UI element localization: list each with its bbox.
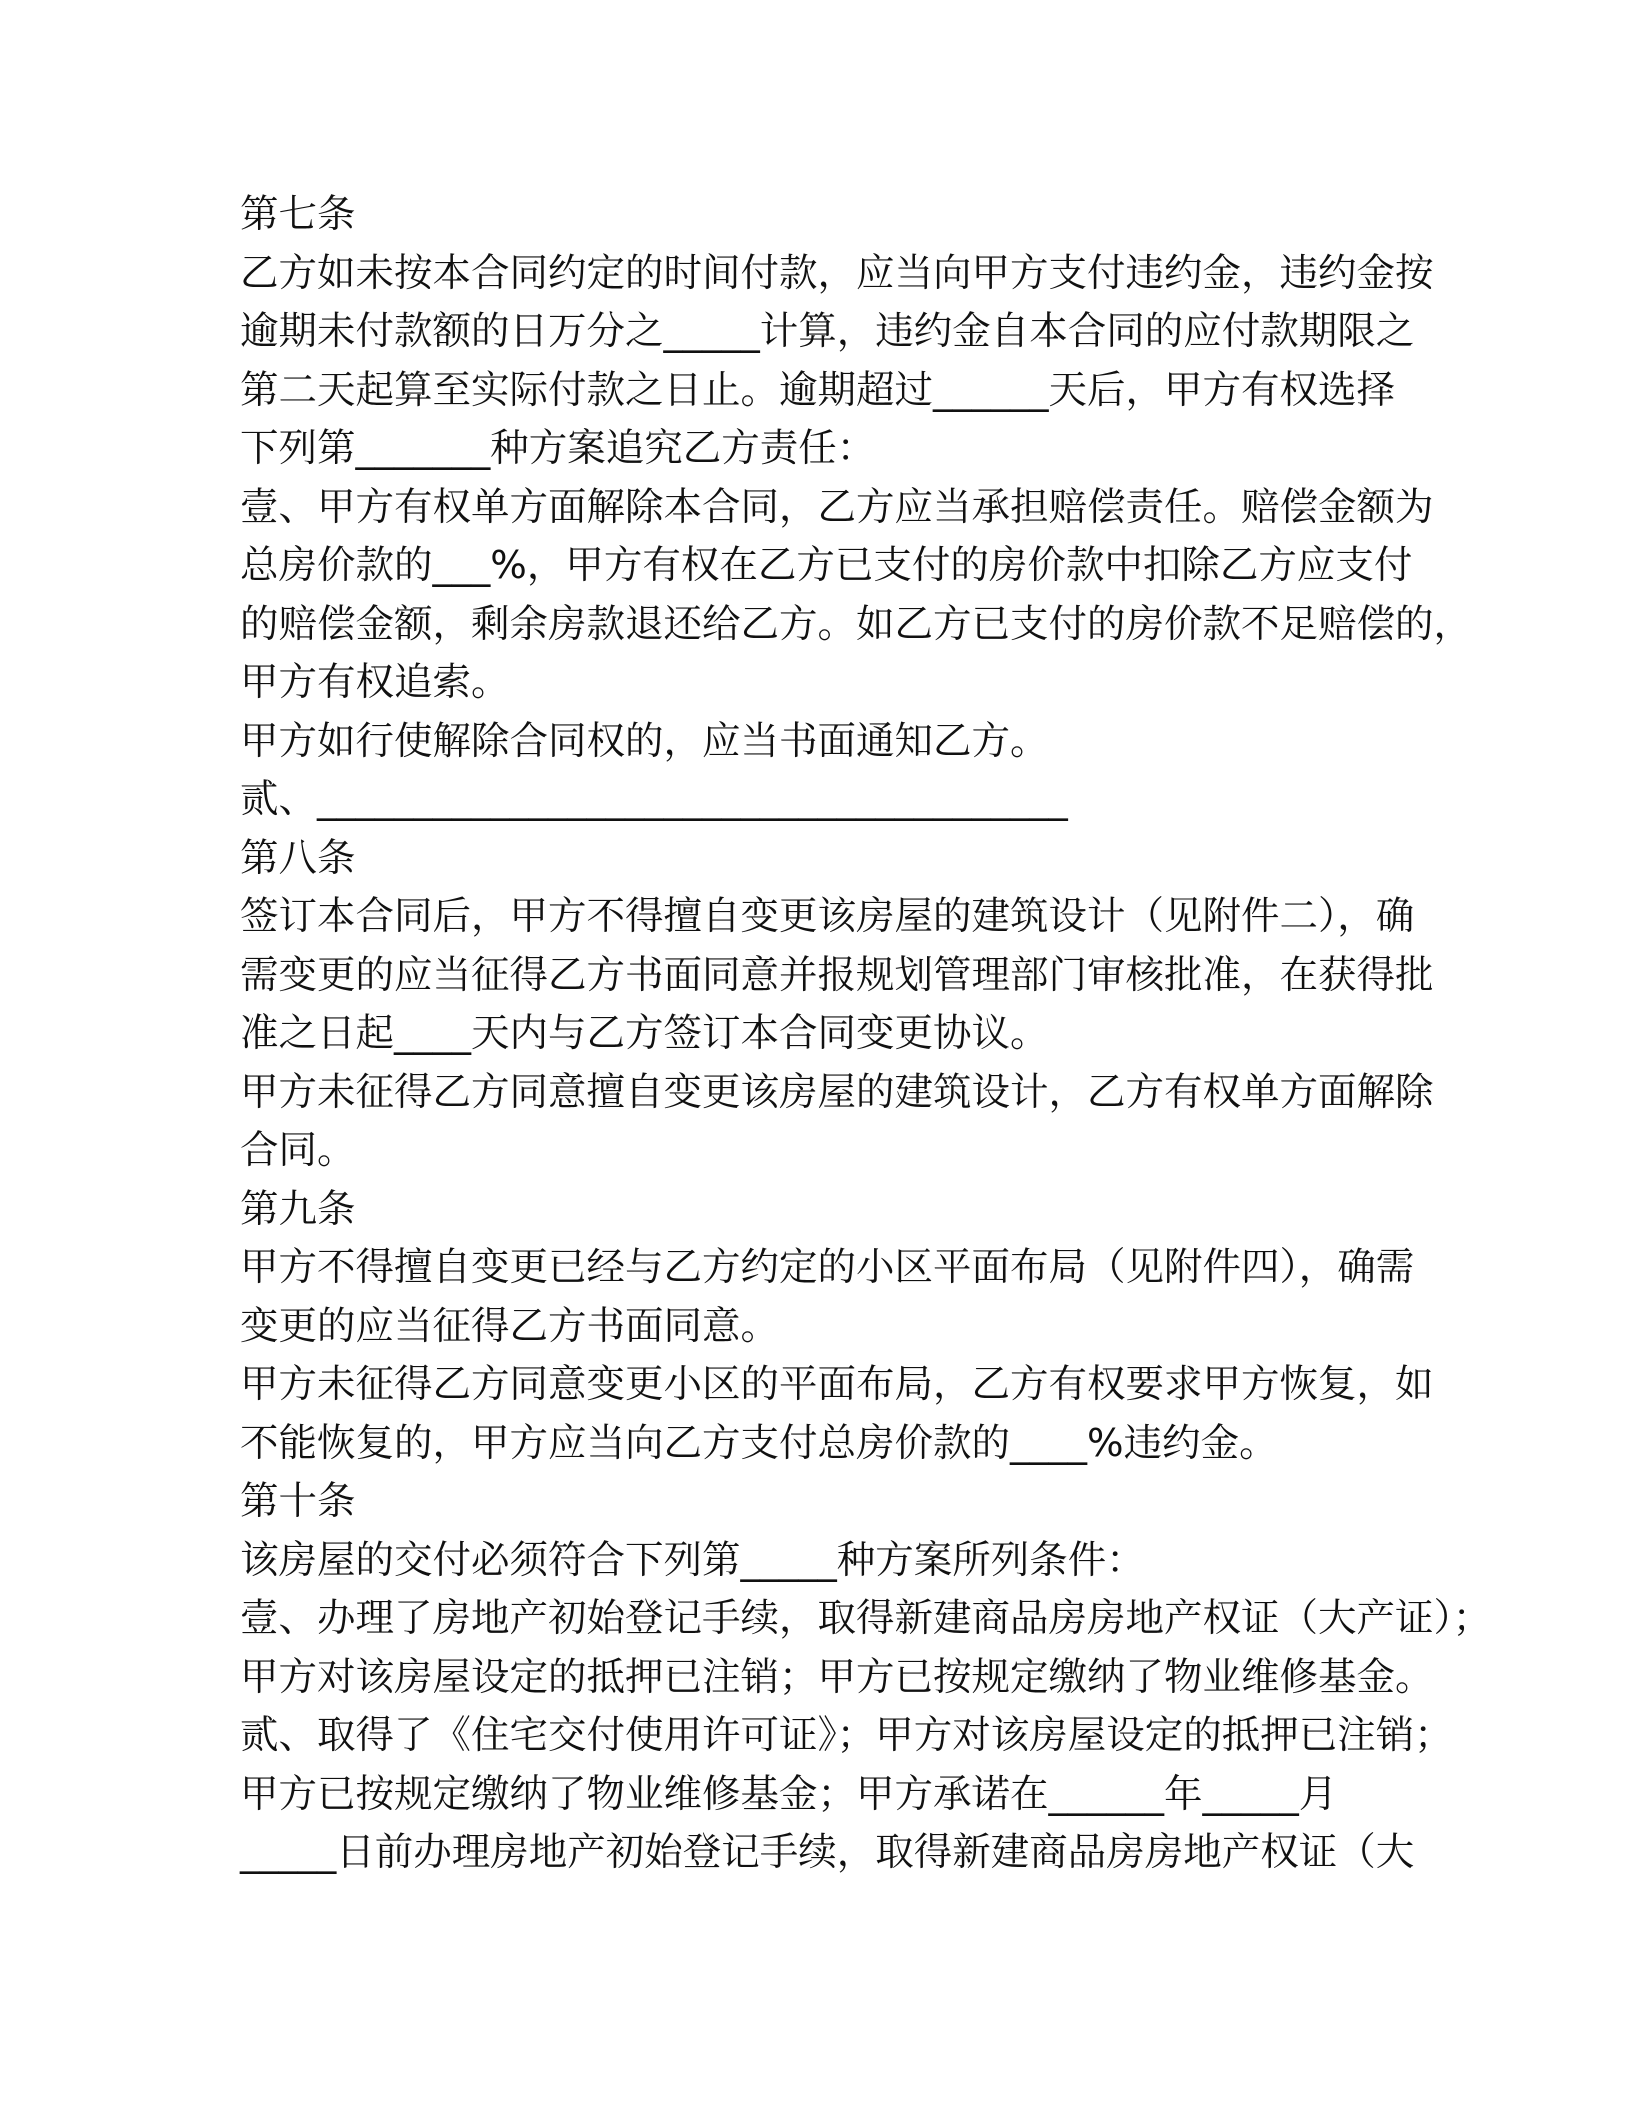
article-heading: 第八条 [240, 835, 356, 881]
text-line: 甲方未征得乙方同意擅自变更该房屋的建筑设计，乙方有权单方面解除 [240, 1069, 1434, 1115]
text-line: 该房屋的交付必须符合下列第_____种方案所列条件： [240, 1537, 1145, 1583]
text-line: 下列第_______种方案追究乙方责任： [240, 426, 876, 471]
text-line: 甲方已按规定缴纳了物业维修基金；甲方承诺在______年_____月 [240, 1771, 1338, 1817]
text-line: 贰、取得了《住宅交付使用许可证》；甲方对该房屋设定的抵押已注销； [240, 1713, 1453, 1758]
text-line: 乙方如未按本合同约定的时间付款，应当向甲方支付违约金，违约金按 [240, 250, 1434, 296]
text-line: 壹、办理了房地产初始登记手续，取得新建商品房房地产权证（大产证）； [240, 1596, 1492, 1641]
text-line: 不能恢复的，甲方应当向乙方支付总房价款的____%违约金。 [240, 1420, 1278, 1466]
text-line: 甲方如行使解除合同权的，应当书面通知乙方。 [240, 718, 1049, 764]
text-line: 壹、甲方有权单方面解除本合同，乙方应当承担赔偿责任。赔偿金额为 [240, 484, 1434, 530]
text-line: 签订本合同后，甲方不得擅自变更该房屋的建筑设计（见附件二），确 [240, 894, 1415, 939]
text-line: _____日前办理房地产初始登记手续，取得新建商品房房地产权证（大 [240, 1830, 1415, 1875]
text-line: 逾期未付款额的日万分之_____计算，违约金自本合同的应付款期限之 [240, 309, 1415, 354]
article-heading: 第九条 [240, 1186, 356, 1232]
text-line: 变更的应当征得乙方书面同意。 [240, 1303, 780, 1349]
text-line: 甲方对该房屋设定的抵押已注销；甲方已按规定缴纳了物业维修基金。 [240, 1654, 1434, 1700]
text-line: 准之日起____天内与乙方签订本合同变更协议。 [240, 1011, 1049, 1056]
text-line: 贰、_______________________________________ [240, 777, 1068, 822]
article-heading: 第七条 [240, 192, 356, 237]
document-body [240, 186, 1492, 1883]
text-line: 需变更的应当征得乙方书面同意并报规划管理部门审核批准，在获得批 [240, 952, 1434, 998]
text-line: 甲方未征得乙方同意变更小区的平面布局，乙方有权要求甲方恢复，如 [240, 1362, 1434, 1407]
text-line: 第二天起算至实际付款之日止。逾期超过______天后，甲方有权选择 [240, 367, 1396, 413]
text-line: 合同。 [240, 1128, 356, 1173]
text-line: 总房价款的___%，甲方有权在乙方已支付的房价款中扣除乙方应支付 [240, 543, 1413, 588]
text-line: 的赔偿金额，剩余房款退还给乙方。如乙方已支付的房价款不足赔偿的， [240, 601, 1473, 647]
article-heading: 第十条 [240, 1479, 356, 1524]
text-line: 甲方不得擅自变更已经与乙方约定的小区平面布局（见附件四），确需 [240, 1245, 1415, 1290]
text-line: 甲方有权追索。 [240, 660, 510, 705]
